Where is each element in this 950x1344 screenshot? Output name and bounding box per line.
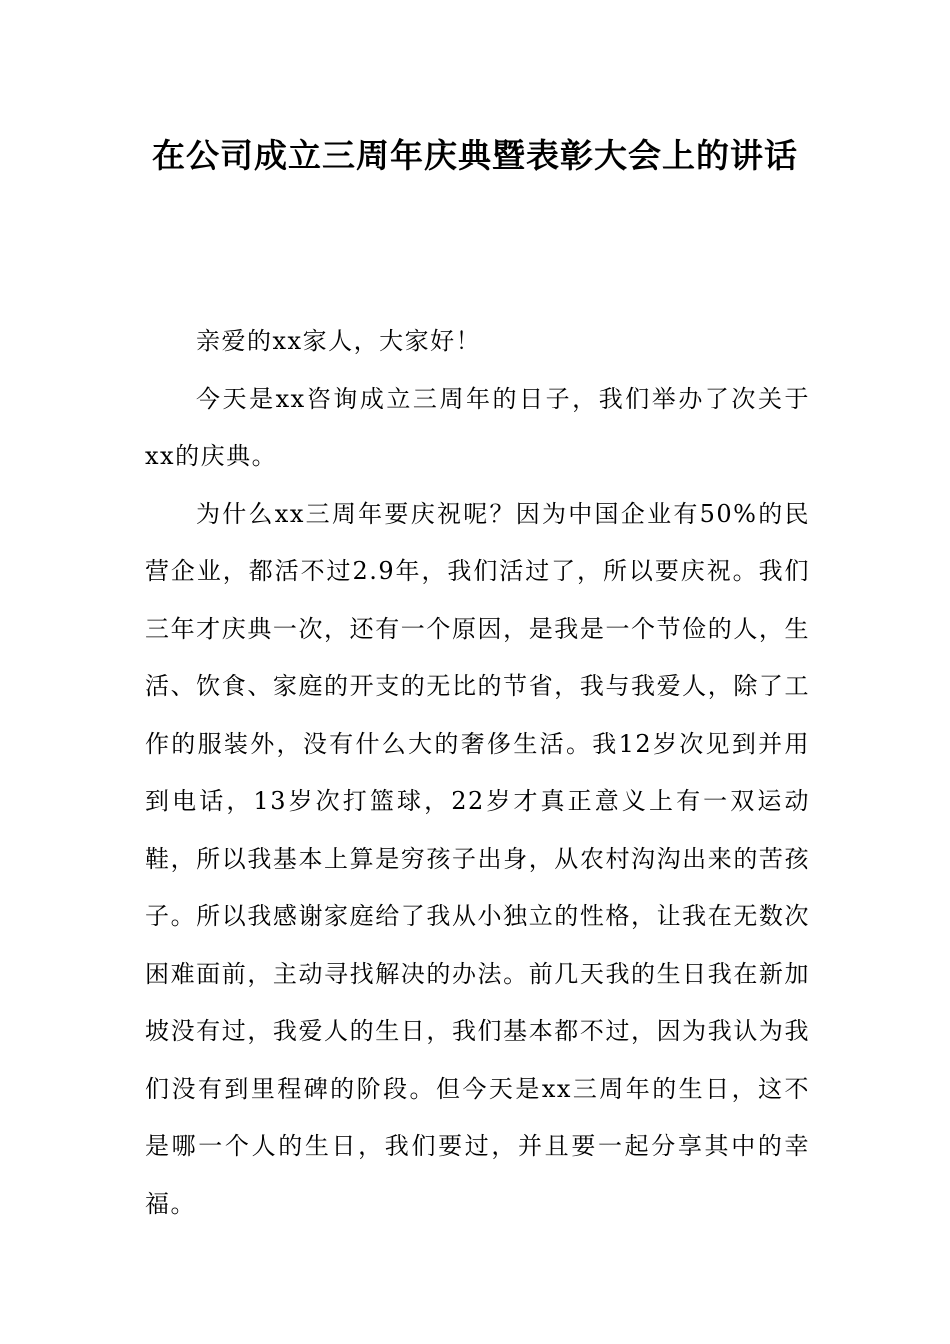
greeting-paragraph: 亲爱的xx家人，大家好！ (196, 327, 482, 355)
document-body (145, 313, 810, 1233)
document-title: 在公司成立三周年庆典暨表彰大会上的讲话 (152, 136, 798, 175)
body-paragraph: 为什么xx三周年要庆祝呢？因为中国企业有50%的民营企业，都活不过2.9年，我们活过了，所以要庆祝。我们三年才庆典一次，还有一个原因，是我是一个节俭的人，生活、饮食、家庭的开支的无比的节省，我与我爱人，除了工作的服装外，没有什么大的奢侈生活。我12岁次见到并用到电话，13岁次打篮球，22岁才真正意义上有一双运动鞋，所以我基本上算是穷孩子出身，从农村沟沟出来的苦孩子。所以我感谢家庭给了我从小独立的性格，让我在无数次困难面前，主动寻找解决的办法。前几天我的生日我在新加坡没有过，我爱人的生日，我们基本都不过，因为我认为我们没有到里程碑的阶段。但今天是xx三周年的生日，这不是哪一个人的生日，我们要过，并且要一起分享其中的幸福。 (145, 499, 810, 1218)
body-paragraph: 今天是xx咨询成立三周年的日子，我们举办了次关于xx的庆典。 (145, 384, 810, 470)
